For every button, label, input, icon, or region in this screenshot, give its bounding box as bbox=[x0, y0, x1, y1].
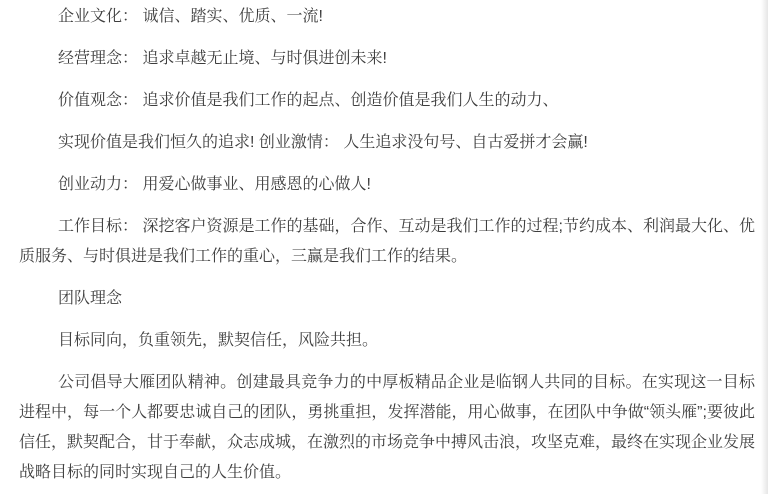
paragraph-entrepreneurial-passion: 实现价值是我们恒久的追求! 创业激情： 人生追求没句号、自古爱拼才会赢! bbox=[58, 134, 588, 151]
paragraph-team-motto: 目标同向，负重领先，默契信任，风险共担。 bbox=[58, 332, 379, 349]
paragraph-work-goals: 工作目标： 深挖客户资源是工作的基础，合作、互动是我们工作的过程;节约成本、利润最大化、优质服务、与时俱进是我们工作的重心，三赢是我们工作的结果。 bbox=[19, 218, 755, 265]
paragraph-values: 价值观念： 追求价值是我们工作的起点、创造价值是我们人生的动力、 bbox=[58, 92, 559, 109]
paragraph-wild-goose-spirit: 公司倡导大雁团队精神。创建最具竞争力的中厚板精品企业是临钢人共同的目标。在实现这一目标进程中，每一个人都要忠诚自己的团队，勇挑重担，发挥潜能，用心做事，在团队中争做“领头雁”;要彼此信任，默契配合，甘于奉献，众志成城，在激烈的市场竞争中搏风击浪，攻坚克难，最终在实现企业发展战略目标的同时实现自己的人生价值。 bbox=[19, 374, 756, 481]
paragraph-business-philosophy: 经营理念： 追求卓越无止境、与时俱进创未来! bbox=[58, 50, 387, 67]
paragraph-team-philosophy-heading: 团队理念 bbox=[58, 290, 123, 307]
paragraph-entrepreneurial-drive: 创业动力： 用爱心做事业、用感恩的心做人! bbox=[58, 176, 371, 193]
page-edge-shadow bbox=[761, 0, 768, 494]
paragraph-corporate-culture: 企业文化： 诚信、踏实、优质、一流! bbox=[58, 8, 323, 25]
